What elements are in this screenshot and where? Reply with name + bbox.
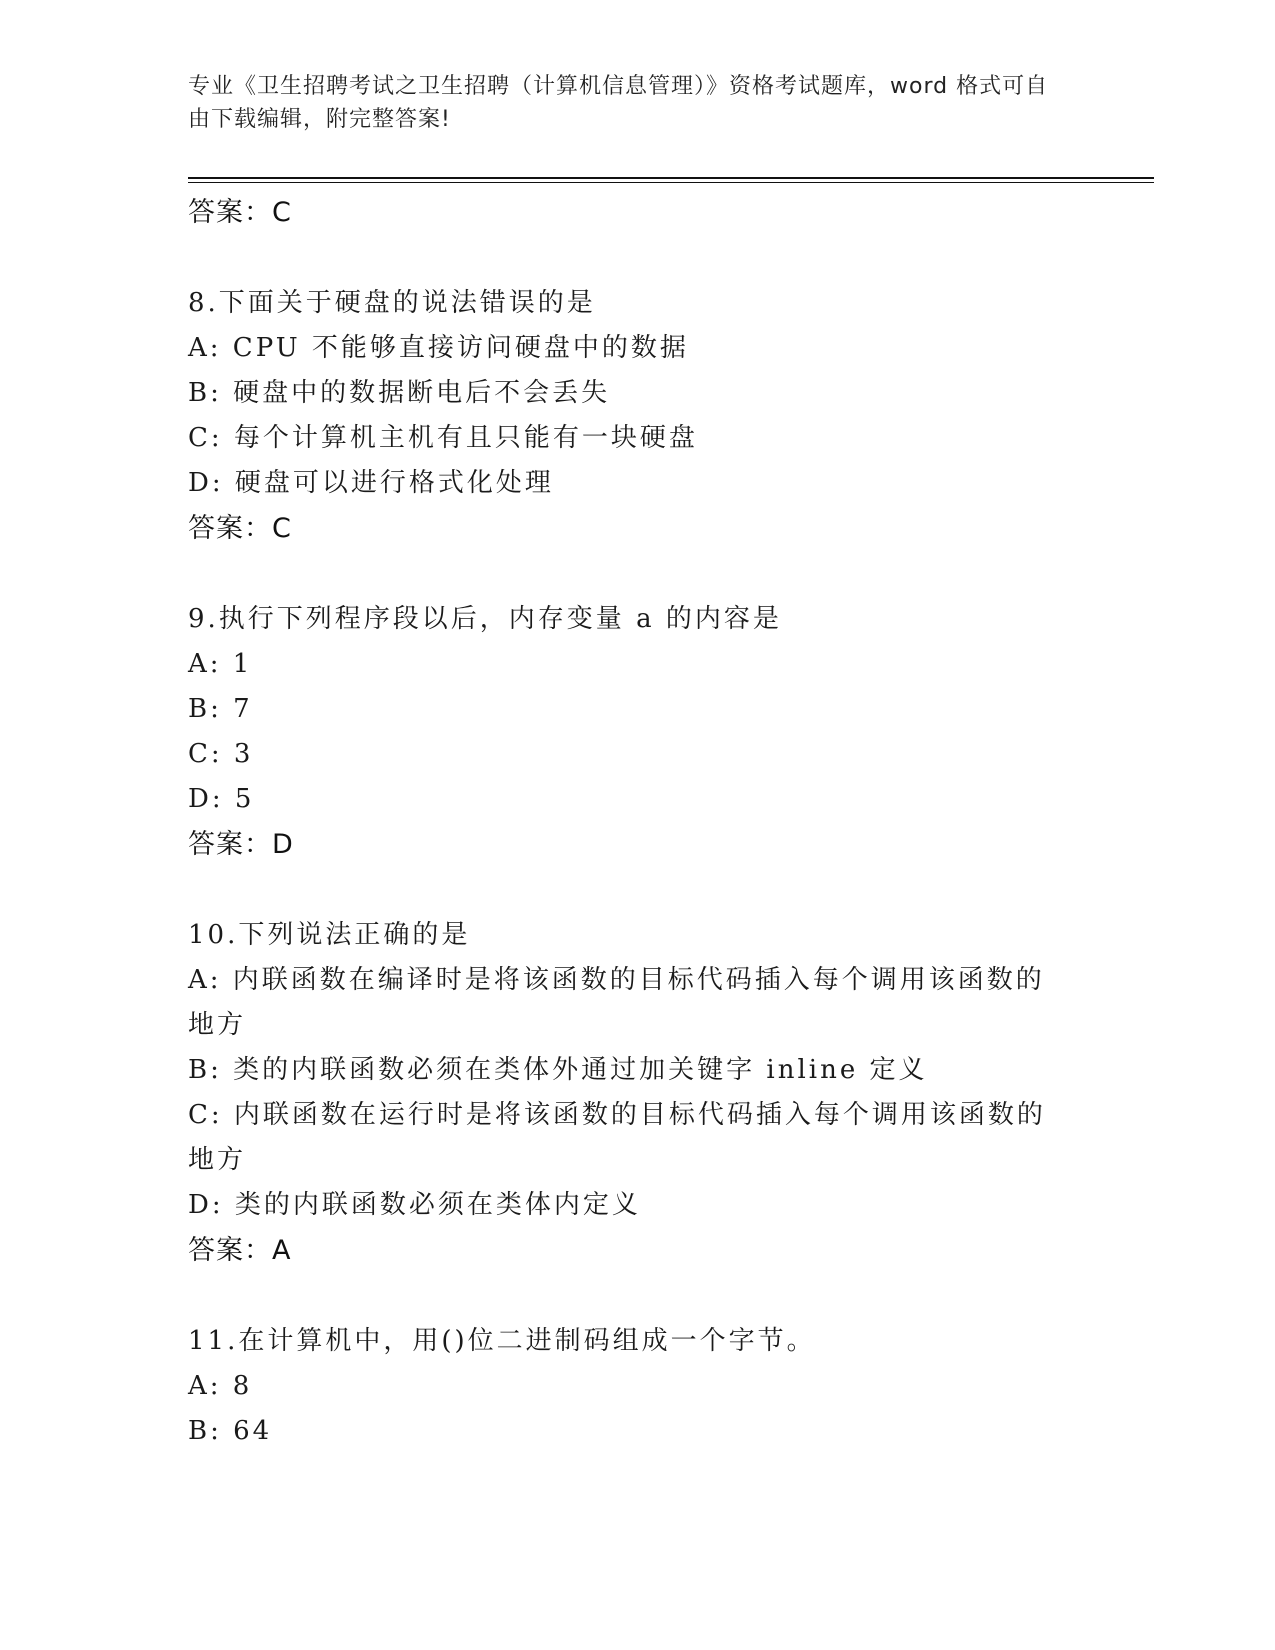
question-text: 11.在计算机中，用()位二进制码组成一个字节。 — [188, 1326, 816, 1356]
header-rule-thin — [188, 182, 1154, 183]
document-header: 专业《卫生招聘考试之卫生招聘（计算机信息管理）》资格考试题库，word 格式可自由下载编辑，附完整答案! — [188, 74, 1049, 132]
question-list — [188, 190, 1088, 1454]
option-c: C: 内联函数在运行时是将该函数的目标代码插入每个调用该函数的地方 — [188, 1100, 1046, 1175]
option-a: A: 内联函数在编译时是将该函数的目标代码插入每个调用该函数的地方 — [188, 965, 1045, 1040]
option-d: D: 硬盘可以进行格式化处理 — [188, 468, 554, 498]
spacer — [188, 235, 1088, 281]
option-b: B: 硬盘中的数据断电后不会丢失 — [188, 378, 611, 408]
question-text: 10.下列说法正确的是 — [188, 920, 471, 950]
question-text: 8.下面关于硬盘的说法错误的是 — [188, 288, 596, 318]
spacer — [188, 1273, 1088, 1319]
answer-line: 答案：C — [188, 197, 292, 228]
question-text: 9.执行下列程序段以后，内存变量 a 的内容是 — [188, 604, 782, 634]
spacer — [188, 867, 1088, 913]
option-a: A: CPU 不能够直接访问硬盘中的数据 — [188, 333, 689, 363]
option-d: D: 5 — [188, 784, 255, 814]
option-c: C: 3 — [188, 739, 254, 769]
spacer — [188, 551, 1088, 597]
answer-line: 答案：A — [188, 1235, 292, 1266]
answer-line: 答案：D — [188, 829, 294, 860]
option-b: B: 64 — [188, 1416, 273, 1446]
option-b: B: 7 — [188, 694, 253, 724]
option-b: B: 类的内联函数必须在类体外通过加关键字 inline 定义 — [188, 1055, 928, 1085]
option-a: A: 1 — [188, 649, 253, 679]
option-a: A: 8 — [188, 1371, 253, 1401]
option-c: C: 每个计算机主机有且只能有一块硬盘 — [188, 423, 698, 453]
header-rule-thick — [188, 177, 1154, 179]
option-d: D: 类的内联函数必须在类体内定义 — [188, 1190, 641, 1220]
answer-line: 答案：C — [188, 513, 292, 544]
